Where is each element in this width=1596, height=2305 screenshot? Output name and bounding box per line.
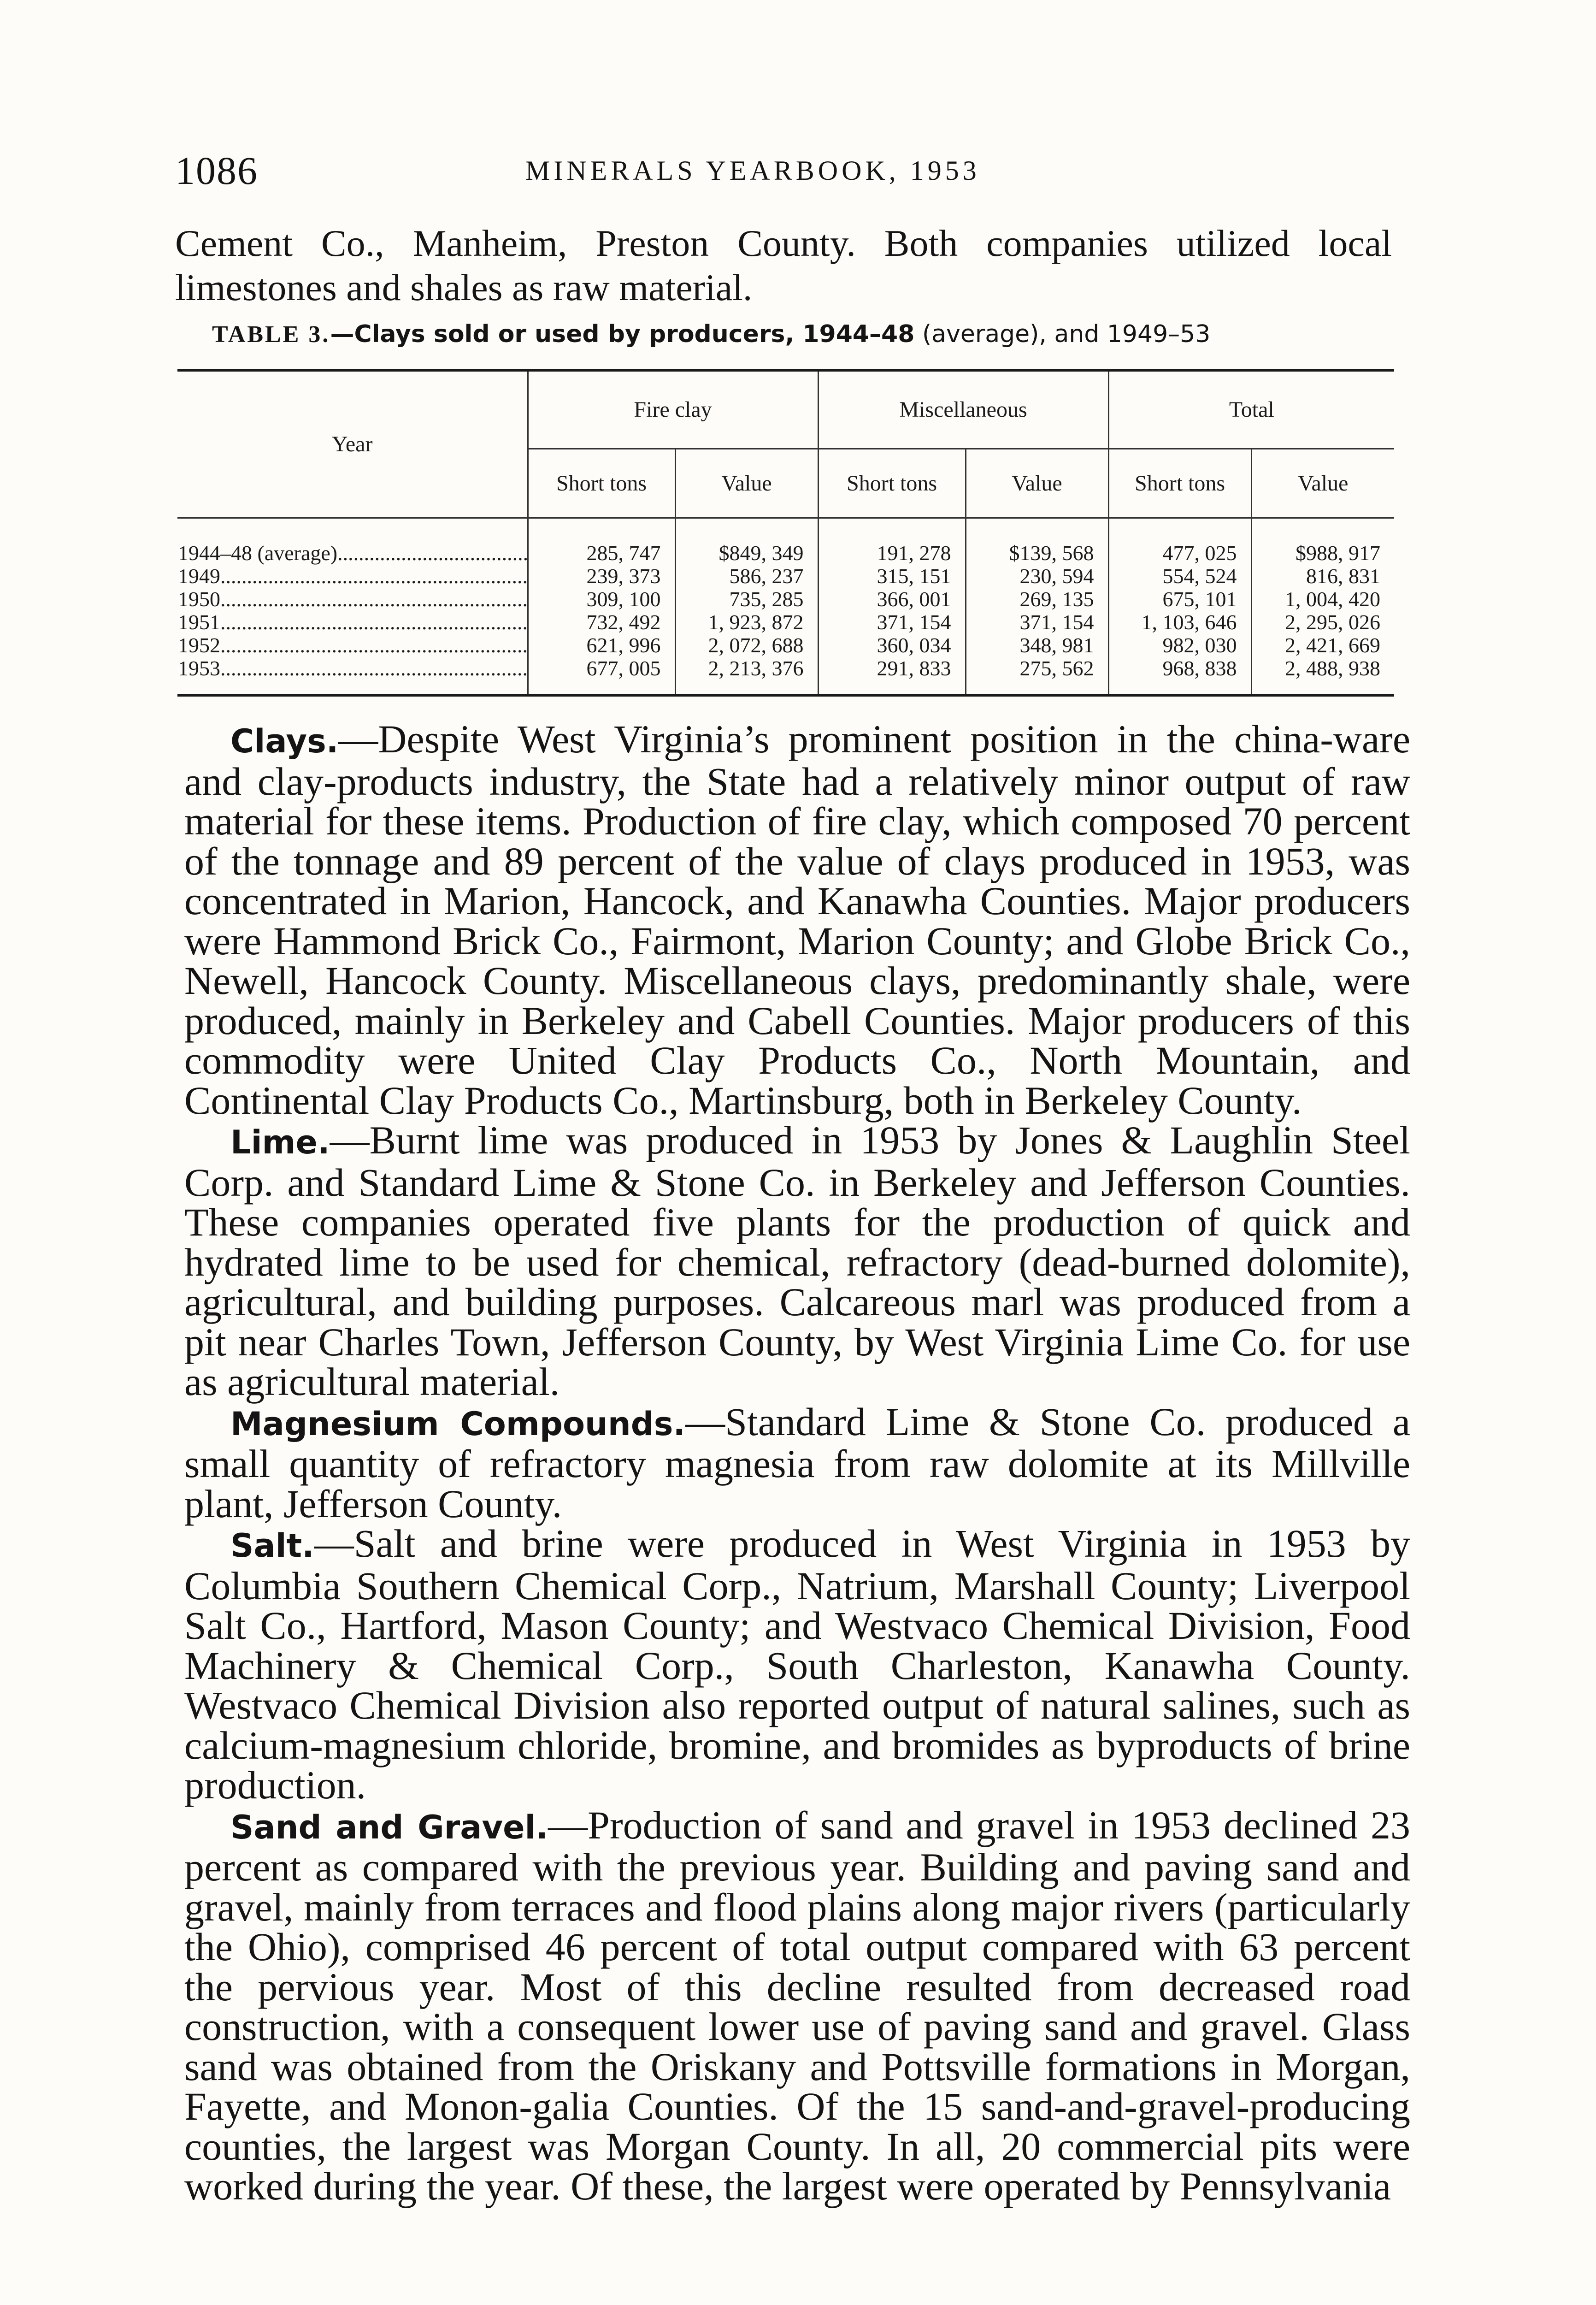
total-short-tons-column <box>1108 518 1251 695</box>
intro-paragraph: Cement Co., Manheim, Preston County. Both companies utilized local limestones and shales as raw material. <box>175 222 1392 308</box>
table-title-text: —Clays sold or used by producers, 1944–48 <box>330 320 915 348</box>
table-cell: 366, 001 <box>877 587 951 611</box>
table-cell: 275, 562 <box>1019 656 1094 680</box>
table-cell: 2, 072, 688 <box>708 633 804 657</box>
sand-gravel-text: —Production of sand and gravel in 1953 declined 23 percent as compared with the previous year. Building and paving sand and gravel, mainly from terraces and flood plains along major rivers (particularly the Ohio), comprised 46 percent of total output compared with 63 percent the pervious year. Most of this decline resulted from decreased road construction, with a consequent lower use of paving sand and gravel. Glass sand was obtained from the Oriskany and Pottsville formations in Morgan, Fayette, and Monon-galia Counties. Of the 15 sand-and-gravel-producing counties, the largest was Morgan County. In all, 20 commercial pits were worked during the year. Of these, the largest were operated by Pennsylvania <box>184 1803 1410 2208</box>
table-cell: 191, 278 <box>877 541 951 565</box>
running-head: MINERALS YEARBOOK, 1953 <box>525 155 980 186</box>
sand-gravel-heading: Sand and Gravel. <box>230 1808 548 1846</box>
table-cell: 291, 833 <box>877 656 951 680</box>
table-body-row <box>177 518 1394 695</box>
subheader-misc-short-tons: Short tons <box>818 449 966 518</box>
table-cell: 285, 747 <box>586 541 661 565</box>
lime-heading: Lime. <box>230 1123 330 1161</box>
total-value-column <box>1251 518 1394 695</box>
table-cell: 586, 237 <box>729 564 804 588</box>
group-header-total: Total <box>1108 370 1394 449</box>
table-cell: 371, 154 <box>1019 610 1094 634</box>
year-header: Year <box>332 432 373 457</box>
table-title-tail: (average), and 1949–53 <box>914 320 1211 348</box>
table-cell: 2, 488, 938 <box>1285 656 1381 680</box>
table-cell: 1, 004, 420 <box>1285 587 1381 611</box>
table-cell: 371, 154 <box>877 610 951 634</box>
clays-text: —Despite West Virginia’s prominent position in the china-ware and clay-products industry, the State had a relatively minor output of raw material for these items. Production of fire clay, which composed 70 percent of the tonnage and 89 percent of the value of clays produced in 1953, was concentrated in Marion, Hancock, and Kanawha Counties. Major producers were Hammond Brick Co., Fairmont, Marion County; and Globe Brick Co., Newell, Hancock County. Miscellaneous clays, predominantly shale, were produced, mainly in Berkeley and Cabell Counties. Major producers of this commodity were United Clay Products Co., North Mountain, and Continental Clay Products Co., Martinsburg, both in Berkeley County. <box>184 717 1410 1123</box>
table-cell: 2, 213, 376 <box>708 656 804 680</box>
table-cell: 315, 151 <box>877 564 951 588</box>
group-header-miscellaneous: Miscellaneous <box>818 370 1108 449</box>
table-cell: 968, 838 <box>1162 656 1237 680</box>
table-cell: 2, 295, 026 <box>1285 610 1381 634</box>
misc-short-tons-column <box>818 518 966 695</box>
magnesium-paragraph <box>184 1399 1410 1526</box>
table-cell: $988, 917 <box>1296 541 1381 565</box>
table-cell: 982, 030 <box>1162 633 1237 657</box>
year-cell: 1950 ..... <box>178 588 527 611</box>
table-title <box>212 318 1392 351</box>
table-cell: 675, 101 <box>1162 587 1237 611</box>
salt-text: —Salt and brine were produced in West Virginia in 1953 by Columbia Southern Chemical Corp., Natrium, Marshall County; Liverpool Salt Co., Hartford, Mason County; and Westvaco Chemical Division, Food Machinery & Chemical Corp., South Charleston, Kanawha County. Westvaco Chemical Division also reported output of natural salines, such as calcium-magnesium chloride, bromine, and bromides as byproducts of brine production. <box>184 1521 1410 1807</box>
year-cell: 1952 ..... <box>178 634 527 657</box>
table-label: TABLE 3. <box>212 321 330 348</box>
table-cell: 677, 005 <box>586 656 661 680</box>
salt-paragraph <box>184 1521 1410 1807</box>
sand-gravel-paragraph <box>184 1805 1410 2206</box>
fire-short-tons-column <box>528 518 675 695</box>
table-cell: 348, 981 <box>1019 633 1094 657</box>
table-cell: 360, 034 <box>877 633 951 657</box>
year-cell: 1949 ..... <box>178 565 527 588</box>
table-cell: 309, 100 <box>586 587 661 611</box>
table-cell: $849, 349 <box>718 541 804 565</box>
subheader-fire-value: Value <box>675 449 818 518</box>
magnesium-text: —Standard Lime & Stone Co. produced a small quantity of refractory magnesia from raw dolomite at its Millville plant, Jefferson County. <box>184 1399 1410 1526</box>
subheader-total-short-tons: Short tons <box>1108 449 1251 518</box>
year-cell: 1953 ..... <box>178 657 527 680</box>
table-cell: 816, 831 <box>1306 564 1381 588</box>
group-header-fire-clay: Fire clay <box>528 370 818 449</box>
table-cell: 554, 524 <box>1162 564 1237 588</box>
year-cell: 1944–48 (average) ..... <box>178 542 527 565</box>
page-number: 1086 <box>175 148 258 193</box>
misc-value-column <box>966 518 1108 695</box>
subheader-total-value: Value <box>1251 449 1394 518</box>
table-cell: 269, 135 <box>1019 587 1094 611</box>
year-cell: 1951 ..... <box>178 611 527 634</box>
table-cell: 1, 923, 872 <box>708 610 804 634</box>
clays-table <box>177 369 1394 697</box>
table-cell: 735, 285 <box>729 587 804 611</box>
clays-paragraph <box>184 717 1410 1123</box>
magnesium-heading: Magnesium Compounds. <box>230 1405 686 1443</box>
clays-heading: Clays. <box>230 722 339 760</box>
table-cell: 477, 025 <box>1162 541 1237 565</box>
fire-value-column <box>675 518 818 695</box>
lime-text: —Burnt lime was produced in 1953 by Jones & Laughlin Steel Corp. and Standard Lime & Stone Co. in Berkeley and Jefferson Counties. These companies operated five plants for the production of quick and hydrated lime to be used for chemical, refractory (dead-burned dolomite), agricultural, and building purposes. Calcareous marl was produced from a pit near Charles Town, Jefferson County, by West Virginia Lime Co. for use as agricultural material. <box>184 1118 1410 1404</box>
salt-heading: Salt. <box>230 1527 314 1565</box>
table-cell: 230, 594 <box>1019 564 1094 588</box>
lime-paragraph <box>184 1120 1410 1402</box>
table-cell: $139, 568 <box>1009 541 1094 565</box>
subheader-misc-value: Value <box>966 449 1108 518</box>
table-cell: 1, 103, 646 <box>1141 610 1237 634</box>
year-column <box>177 518 528 695</box>
subheader-fire-short-tons: Short tons <box>528 449 675 518</box>
table-cell: 732, 492 <box>586 610 661 634</box>
table-cell: 2, 421, 669 <box>1285 633 1381 657</box>
body-text <box>184 719 1410 2206</box>
table-cell: 239, 373 <box>586 564 661 588</box>
page-header <box>175 148 1401 203</box>
table-cell: 621, 996 <box>586 633 661 657</box>
